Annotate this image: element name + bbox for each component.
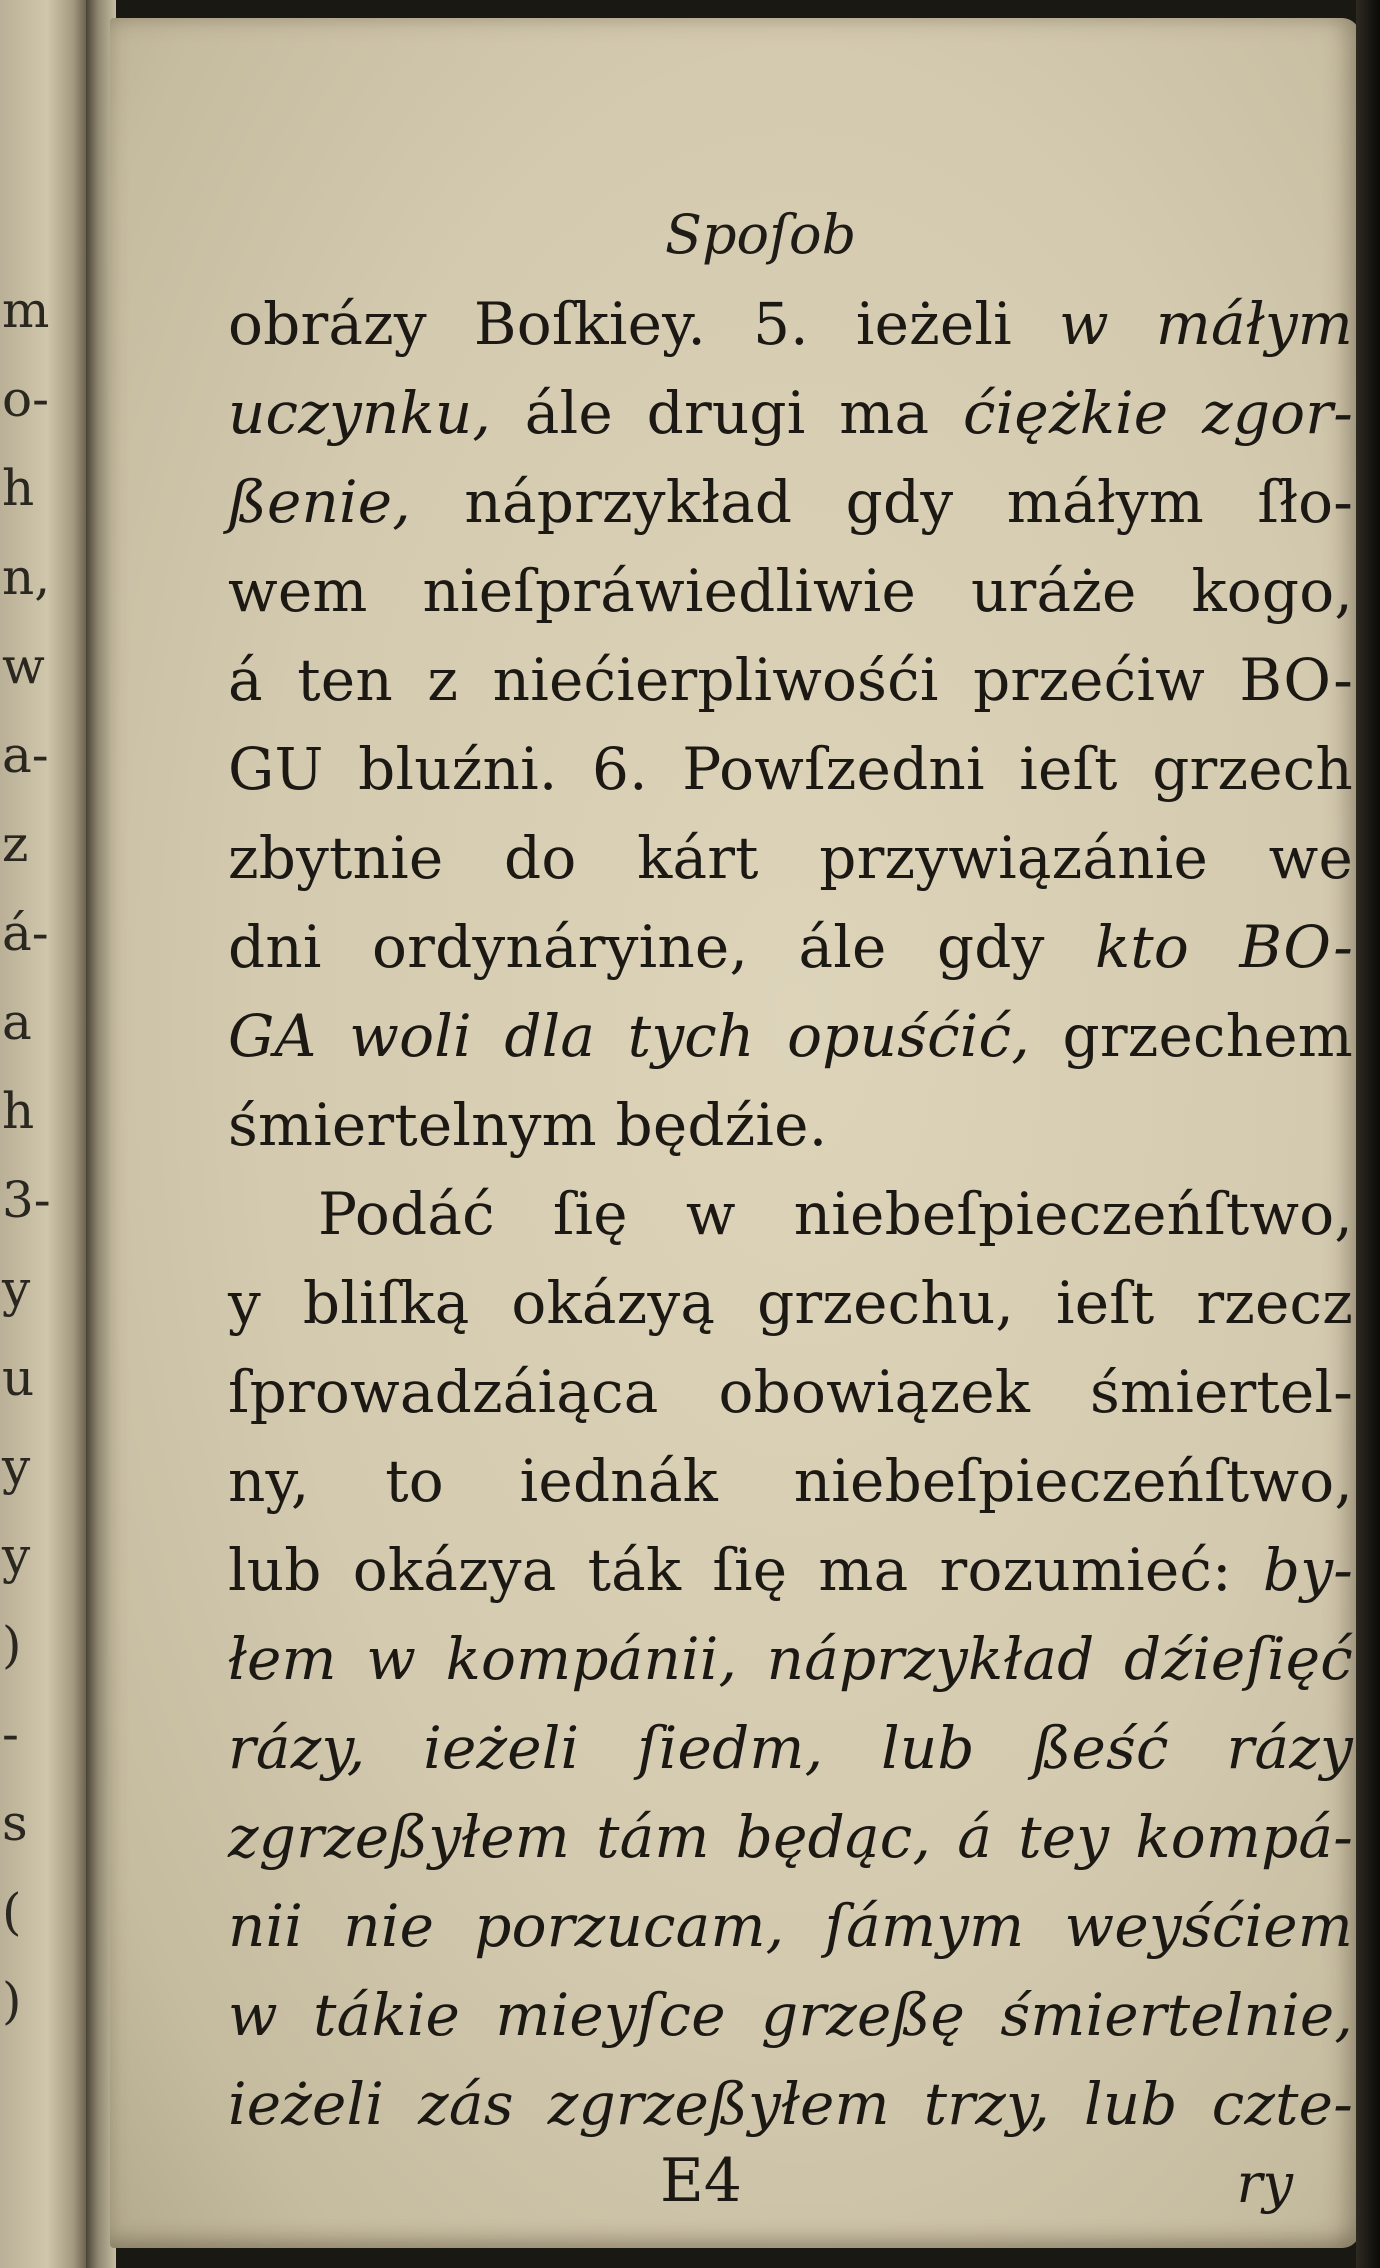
roman-text: á ten z niećierpliwośći przećiw BO- [228,646,1353,714]
text-line [228,1615,1353,1704]
text-line [228,1081,1353,1170]
text-line [228,1882,1353,1971]
italic-text: w tákie mieyſce grzeßę śmiertelnie, [228,1981,1353,2049]
scan-edge-shadow [1356,0,1380,2268]
roman-text: náprzykład gdy máłym ſło- [410,468,1353,536]
italic-text: ßenie, [228,468,411,536]
facing-page-glyph: á- [2,904,49,962]
text-line [228,1437,1353,1526]
text-line [228,1971,1353,2060]
text-line [228,1704,1353,1793]
text-line [228,903,1353,992]
facing-page-glyph: ) [2,1616,22,1674]
italic-text: ćiężkie zgor- [962,379,1353,447]
facing-page-glyph: ) [2,1972,22,2030]
text-line [228,369,1353,458]
text-line [228,1259,1353,1348]
facing-page-glyph: 3- [2,1171,51,1229]
facing-page-glyph: y [2,1438,31,1496]
facing-page-glyph: h [2,1082,35,1140]
text-line [228,814,1353,903]
italic-text: GA woli dla tych opuśćić, [228,1002,1030,1070]
roman-text: wem nieſpráwiedliwie uráże kogo, [228,557,1353,625]
italic-text: ieżeli zás zgrzeßyłem trzy, lub czte- [228,2070,1353,2138]
facing-page-glyph: m [2,281,50,339]
italic-text: by- [1262,1536,1353,1604]
book-page [110,18,1360,2248]
running-header: Spoſob [665,203,857,266]
facing-page-glyph: a [2,993,32,1051]
facing-page-glyph: z [2,815,29,873]
italic-text: nii nie porzucam, ſámym weyśćiem [228,1892,1353,1960]
italic-text: kto BO- [1095,913,1353,981]
text-line [228,1793,1353,1882]
text-line [228,725,1353,814]
facing-page-glyph: - [2,1705,19,1763]
catchword: ry [1236,2152,1293,2215]
roman-text: ny, to iednák niebeſpieczeńſtwo, [228,1447,1353,1515]
facing-page-glyph: s [2,1794,28,1852]
facing-page-glyph: y [2,1527,31,1585]
text-line [228,458,1353,547]
facing-page-glyph: a- [2,726,49,784]
body-text [228,280,1353,2149]
signature-mark: E4 [660,2146,742,2216]
italic-text: rázy, ieżeli ſiedm, lub ßeść rázy [228,1714,1353,1782]
roman-text: śmiertelnym będźie. [228,1091,828,1159]
roman-text: zbytnie do kárt przywiązánie we [228,824,1353,892]
roman-text: ále drugi ma [491,379,963,447]
facing-page-glyph: n, [2,548,51,606]
facing-page-glyph: y [2,1260,31,1318]
roman-text: Podáć ſię w niebeſpieczeńſtwo, [318,1180,1353,1248]
facing-page-glyph: o- [2,370,49,428]
text-line [228,1170,1353,1259]
roman-text: dni ordynáryine, ále gdy [228,913,1096,981]
page-footer [228,2146,1353,2236]
facing-page-edge [0,0,86,2268]
roman-text: lub okázya ták ſię ma rozumieć: [228,1536,1263,1604]
text-line [228,1526,1353,1615]
roman-text: obrázy Boſkiey. 5. ieżeli [228,290,1059,358]
facing-page-glyph: u [2,1349,35,1407]
text-line [228,636,1353,725]
text-line [228,992,1353,1081]
roman-text: ſprowadzáiąca obowiązek śmiertel- [228,1358,1353,1426]
roman-text: GU bluźni. 6. Powſzedni ieſt grzech [228,735,1353,803]
facing-page-glyph: w [2,637,45,695]
roman-text: y bliſką okázyą grzechu, ieſt rzecz [228,1269,1353,1337]
roman-text: grzechem [1029,1002,1353,1070]
text-line [228,280,1353,369]
facing-page-glyph: h [2,459,35,517]
facing-page-glyph: ( [2,1883,22,1941]
text-line [228,2060,1353,2149]
italic-text: łem w kompánii, náprzykład dźieſięć [228,1625,1353,1693]
text-line [228,1348,1353,1437]
italic-text: uczynku, [228,379,492,447]
italic-text: w máłym [1058,290,1354,358]
italic-text: zgrzeßyłem tám będąc, á tey kompá- [228,1803,1353,1871]
text-line [228,547,1353,636]
